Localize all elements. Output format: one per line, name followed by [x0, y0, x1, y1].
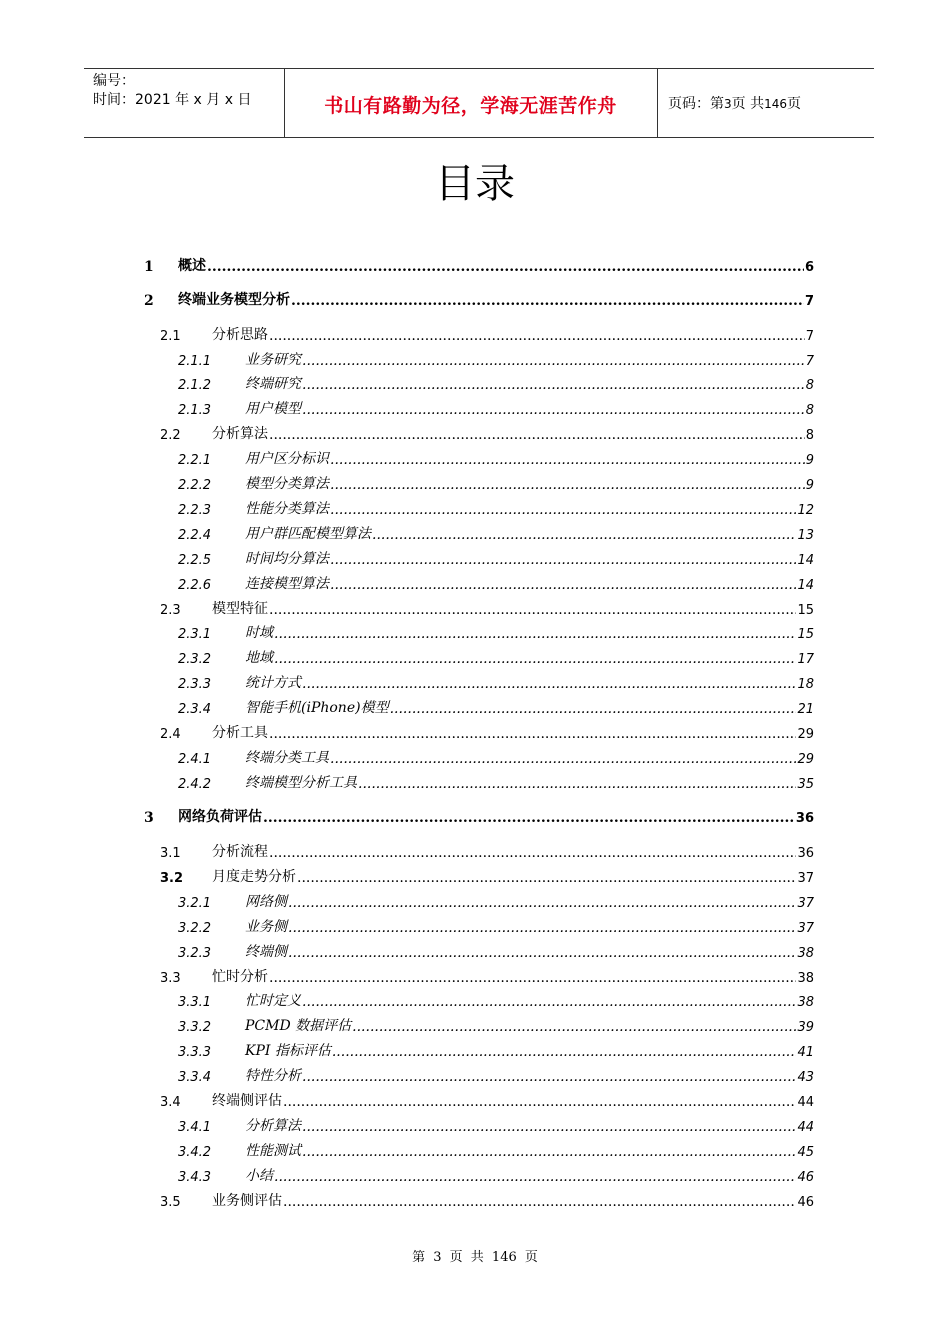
toc-entry-level-1[interactable]	[144, 806, 814, 826]
toc-entry-title: 业务侧	[245, 919, 287, 935]
toc-entry-title: 时域	[245, 625, 273, 641]
toc-entry-level-3[interactable]	[178, 1115, 814, 1135]
toc-entry-level-3[interactable]	[178, 498, 814, 518]
toc-entry-title: 连接模型算法	[245, 576, 329, 592]
toc-entry-title: 用户群匹配模型算法	[245, 526, 371, 542]
toc-entry-number: 2	[144, 293, 154, 309]
toc-entry-page: 37	[797, 921, 814, 936]
toc-entry-title: 分析工具	[212, 725, 268, 741]
toc-entry-level-1[interactable]	[144, 289, 814, 309]
toc-entry-level-3[interactable]	[178, 916, 814, 936]
toc-entry-level-2[interactable]	[160, 1190, 814, 1210]
toc-entry-title: 特性分析	[245, 1068, 301, 1084]
toc-leader-dots	[372, 527, 796, 543]
toc-leader-dots	[274, 626, 796, 642]
toc-leader-dots	[302, 676, 796, 692]
toc-entry-number: 2.1.3	[178, 403, 212, 418]
toc-entry-title: 地域	[245, 650, 273, 666]
toc-entry-title: 概述	[178, 258, 206, 274]
toc-entry-title: 终端研究	[245, 376, 301, 392]
toc-entry-level-2[interactable]	[160, 841, 814, 861]
toc-leader-dots	[269, 602, 796, 618]
page-total: 146	[764, 97, 787, 111]
toc-entry-page: 38	[797, 971, 814, 986]
toc-entry-level-2[interactable]	[160, 324, 814, 344]
toc-entry-level-2[interactable]	[160, 1090, 814, 1110]
toc-entry-level-3[interactable]	[178, 672, 814, 692]
toc-entry-page: 9	[805, 478, 814, 493]
toc-entry-number: 3.4.2	[178, 1145, 212, 1160]
toc-leader-dots	[288, 945, 796, 961]
toc-entry-title: PCMD 数据评估	[245, 1018, 352, 1034]
toc-leader-dots	[269, 970, 796, 986]
toc-entry-level-2[interactable]	[160, 866, 814, 886]
toc-entry-level-3[interactable]	[178, 1040, 814, 1060]
toc-leader-dots	[302, 402, 805, 418]
toc-entry-number: 3.3	[160, 971, 181, 986]
toc-entry-page: 18	[797, 677, 814, 692]
toc-entry-page: 35	[797, 777, 814, 792]
toc-entry-title: 分析算法	[245, 1118, 301, 1134]
toc-leader-dots	[358, 776, 796, 792]
toc-entry-number: 1	[144, 259, 154, 275]
toc-entry-page: 8	[805, 428, 814, 443]
toc-entry-page: 37	[797, 871, 814, 886]
toc-leader-dots	[274, 1169, 796, 1185]
toc-entry-page: 9	[805, 453, 814, 468]
toc-leader-dots	[274, 651, 796, 667]
toc-entry-page: 43	[797, 1070, 814, 1085]
toc-entry-page: 17	[797, 652, 814, 667]
toc-entry-title: 终端侧	[245, 944, 287, 960]
document-number-label: 编号：	[93, 73, 135, 89]
toc-entry-number: 3.3.2	[178, 1020, 212, 1035]
toc-entry-number: 3.3.1	[178, 995, 212, 1010]
toc-entry-title: 终端分类工具	[245, 750, 329, 766]
toc-entry-number: 2.2	[160, 428, 181, 443]
toc-entry-number: 3.4.3	[178, 1170, 212, 1185]
toc-entry-number: 3.2.1	[178, 896, 212, 911]
toc-leader-dots	[302, 1119, 796, 1135]
toc-entry-level-3[interactable]	[178, 891, 814, 911]
toc-entry-page: 8	[805, 378, 814, 393]
toc-leader-dots	[302, 1144, 796, 1160]
toc-entry-page: 46	[797, 1170, 814, 1185]
toc-entry-page: 37	[797, 896, 814, 911]
toc-entry-number: 2.4.2	[178, 777, 212, 792]
page-prefix: 页码：第	[668, 96, 724, 112]
toc-entry-level-2[interactable]	[160, 423, 814, 443]
toc-entry-page: 6	[804, 260, 814, 275]
toc-entry-number: 2.2.1	[178, 453, 212, 468]
toc-entry-title: 网络侧	[245, 894, 287, 910]
toc-entry-page: 7	[804, 294, 814, 309]
toc-entry-page: 41	[797, 1045, 814, 1060]
toc-entry-page: 21	[797, 702, 814, 717]
toc-entry-level-3[interactable]	[178, 548, 814, 568]
toc-entry-number: 3.5	[160, 1195, 181, 1210]
page-suffix: 页	[787, 96, 801, 112]
toc-entry-number: 3.2.3	[178, 946, 212, 961]
toc-leader-dots	[291, 293, 804, 309]
toc-entry-page: 7	[805, 329, 814, 344]
toc-leader-dots	[288, 895, 796, 911]
toc-entry-number: 2.2.4	[178, 528, 212, 543]
toc-entry-number: 2.3.4	[178, 702, 212, 717]
toc-leader-dots	[269, 427, 805, 443]
toc-leader-dots	[269, 328, 805, 344]
toc-entry-level-3[interactable]	[178, 1065, 814, 1085]
toc-entry-page: 12	[797, 503, 814, 518]
toc-entry-level-3[interactable]	[178, 573, 814, 593]
toc-entry-level-3[interactable]	[178, 1165, 814, 1185]
toc-entry-number: 2.3.1	[178, 627, 212, 642]
page-title: 目录	[435, 161, 515, 207]
toc-entry-level-3[interactable]	[178, 1015, 814, 1035]
toc-entry-page: 45	[797, 1145, 814, 1160]
toc-entry-title: 终端业务模型分析	[178, 292, 290, 308]
toc-leader-dots	[330, 577, 796, 593]
page-footer: 第 3 页 共 146 页	[412, 1250, 538, 1265]
toc-leader-dots	[332, 1044, 797, 1060]
toc-entry-page: 44	[797, 1120, 814, 1135]
toc-entry-number: 3.1	[160, 846, 181, 861]
toc-entry-number: 2.2.5	[178, 553, 212, 568]
toc-entry-number: 2.2.2	[178, 478, 212, 493]
toc-entry-title: 忙时定义	[245, 993, 301, 1009]
toc-entry-number: 3.3.4	[178, 1070, 212, 1085]
toc-entry-number: 3	[144, 810, 154, 826]
toc-entry-title: 网络负荷评估	[178, 809, 262, 825]
toc-entry-number: 2.3.3	[178, 677, 212, 692]
toc-entry-number: 3.4	[160, 1095, 181, 1110]
toc-entry-level-3[interactable]	[178, 373, 814, 393]
toc-entry-number: 2.3.2	[178, 652, 212, 667]
toc-entry-page: 15	[797, 603, 814, 618]
toc-entry-level-3[interactable]	[178, 747, 814, 767]
toc-leader-dots	[288, 920, 796, 936]
toc-entry-level-3[interactable]	[178, 349, 814, 369]
document-date: 时间：2021 年 x 月 x 日	[93, 92, 252, 108]
toc-leader-dots	[283, 1194, 796, 1210]
header-motto: 书山有路勤为径，学海无涯苦作舟	[324, 95, 617, 117]
page-mid: 页 共	[731, 96, 765, 112]
toc-leader-dots	[302, 377, 805, 393]
toc-entry-level-3[interactable]	[178, 647, 814, 667]
toc-leader-dots	[330, 502, 796, 518]
toc-entry-level-3[interactable]	[178, 473, 814, 493]
toc-entry-level-3[interactable]	[178, 398, 814, 418]
toc-entry-title: 忙时分析	[212, 969, 268, 985]
toc-entry-title: 分析思路	[212, 327, 268, 343]
toc-entry-title: 统计方式	[245, 675, 301, 691]
toc-leader-dots	[269, 845, 796, 861]
toc-entry-page: 7	[805, 354, 814, 369]
toc-entry-number: 2.1	[160, 329, 181, 344]
toc-entry-title: 业务研究	[245, 352, 301, 368]
toc-leader-dots	[302, 353, 805, 369]
toc-entry-level-3[interactable]	[178, 990, 814, 1010]
toc-entry-title: 智能手机(iPhone)模型	[245, 700, 389, 716]
toc-entry-page: 36	[795, 811, 814, 826]
toc-entry-title: 分析流程	[212, 844, 268, 860]
toc-entry-page: 29	[797, 727, 814, 742]
toc-entry-level-2[interactable]	[160, 722, 814, 742]
toc-entry-page: 8	[805, 403, 814, 418]
toc-entry-number: 2.2.6	[178, 578, 212, 593]
toc-entry-title: 模型特征	[212, 601, 268, 617]
toc-entry-title: 终端模型分析工具	[245, 775, 357, 791]
toc-entry-number: 2.1.2	[178, 378, 212, 393]
toc-leader-dots	[269, 726, 796, 742]
toc-entry-title: 性能测试	[245, 1143, 301, 1159]
toc-entry-title: 月度走势分析	[212, 869, 296, 885]
toc-leader-dots	[297, 870, 796, 886]
toc-leader-dots	[302, 1069, 796, 1085]
toc-leader-dots	[352, 1019, 796, 1035]
toc-leader-dots	[283, 1094, 796, 1110]
toc-entry-number: 3.2.2	[178, 921, 212, 936]
toc-entry-page: 29	[797, 752, 814, 767]
toc-entry-level-1[interactable]	[144, 255, 814, 275]
toc-entry-title: 小结	[245, 1168, 273, 1184]
toc-entry-page: 44	[797, 1095, 814, 1110]
toc-leader-dots	[302, 994, 796, 1010]
toc-entry-level-3[interactable]	[178, 523, 814, 543]
toc-entry-number: 2.4	[160, 727, 181, 742]
toc-entry-title: 终端侧评估	[212, 1093, 282, 1109]
toc-entry-level-2[interactable]	[160, 598, 814, 618]
toc-entry-number: 2.3	[160, 603, 181, 618]
toc-leader-dots	[330, 477, 805, 493]
toc-entry-title: 用户模型	[245, 401, 301, 417]
toc-entry-level-3[interactable]	[178, 622, 814, 642]
toc-entry-title: 业务侧评估	[212, 1193, 282, 1209]
toc-entry-number: 3.4.1	[178, 1120, 212, 1135]
toc-entry-page: 13	[797, 528, 814, 543]
toc-entry-page: 39	[797, 1020, 814, 1035]
toc-leader-dots	[330, 452, 805, 468]
toc-entry-page: 38	[797, 995, 814, 1010]
toc-entry-level-3[interactable]	[178, 697, 814, 717]
toc-entry-number: 3.2	[160, 871, 184, 886]
toc-entry-title: 分析算法	[212, 426, 268, 442]
toc-entry-number: 2.4.1	[178, 752, 212, 767]
page-current: 3	[724, 97, 732, 111]
toc-entry-page: 38	[797, 946, 814, 961]
toc-entry-level-3[interactable]	[178, 941, 814, 961]
toc-entry-number: 3.3.3	[178, 1045, 212, 1060]
toc-entry-level-3[interactable]	[178, 772, 814, 792]
toc-entry-number: 2.1.1	[178, 354, 212, 369]
toc-entry-page: 14	[797, 553, 814, 568]
toc-leader-dots	[390, 701, 797, 717]
toc-entry-level-3[interactable]	[178, 1140, 814, 1160]
toc-leader-dots	[207, 259, 804, 275]
toc-entry-number: 2.2.3	[178, 503, 212, 518]
toc-entry-title: 时间均分算法	[245, 551, 329, 567]
toc-entry-page: 36	[797, 846, 814, 861]
toc-entry-title: 性能分类算法	[245, 501, 329, 517]
toc-entry-page: 14	[797, 578, 814, 593]
toc-entry-level-2[interactable]	[160, 966, 814, 986]
toc-entry-title: 模型分类算法	[245, 476, 329, 492]
toc-entry-page: 46	[797, 1195, 814, 1210]
toc-leader-dots	[330, 751, 796, 767]
toc-entry-page: 15	[797, 627, 814, 642]
toc-leader-dots	[330, 552, 796, 568]
toc-entry-title: 用户区分标识	[245, 451, 329, 467]
toc-entry-title: KPI 指标评估	[245, 1043, 331, 1059]
toc-entry-level-3[interactable]	[178, 448, 814, 468]
toc-leader-dots	[263, 810, 795, 826]
